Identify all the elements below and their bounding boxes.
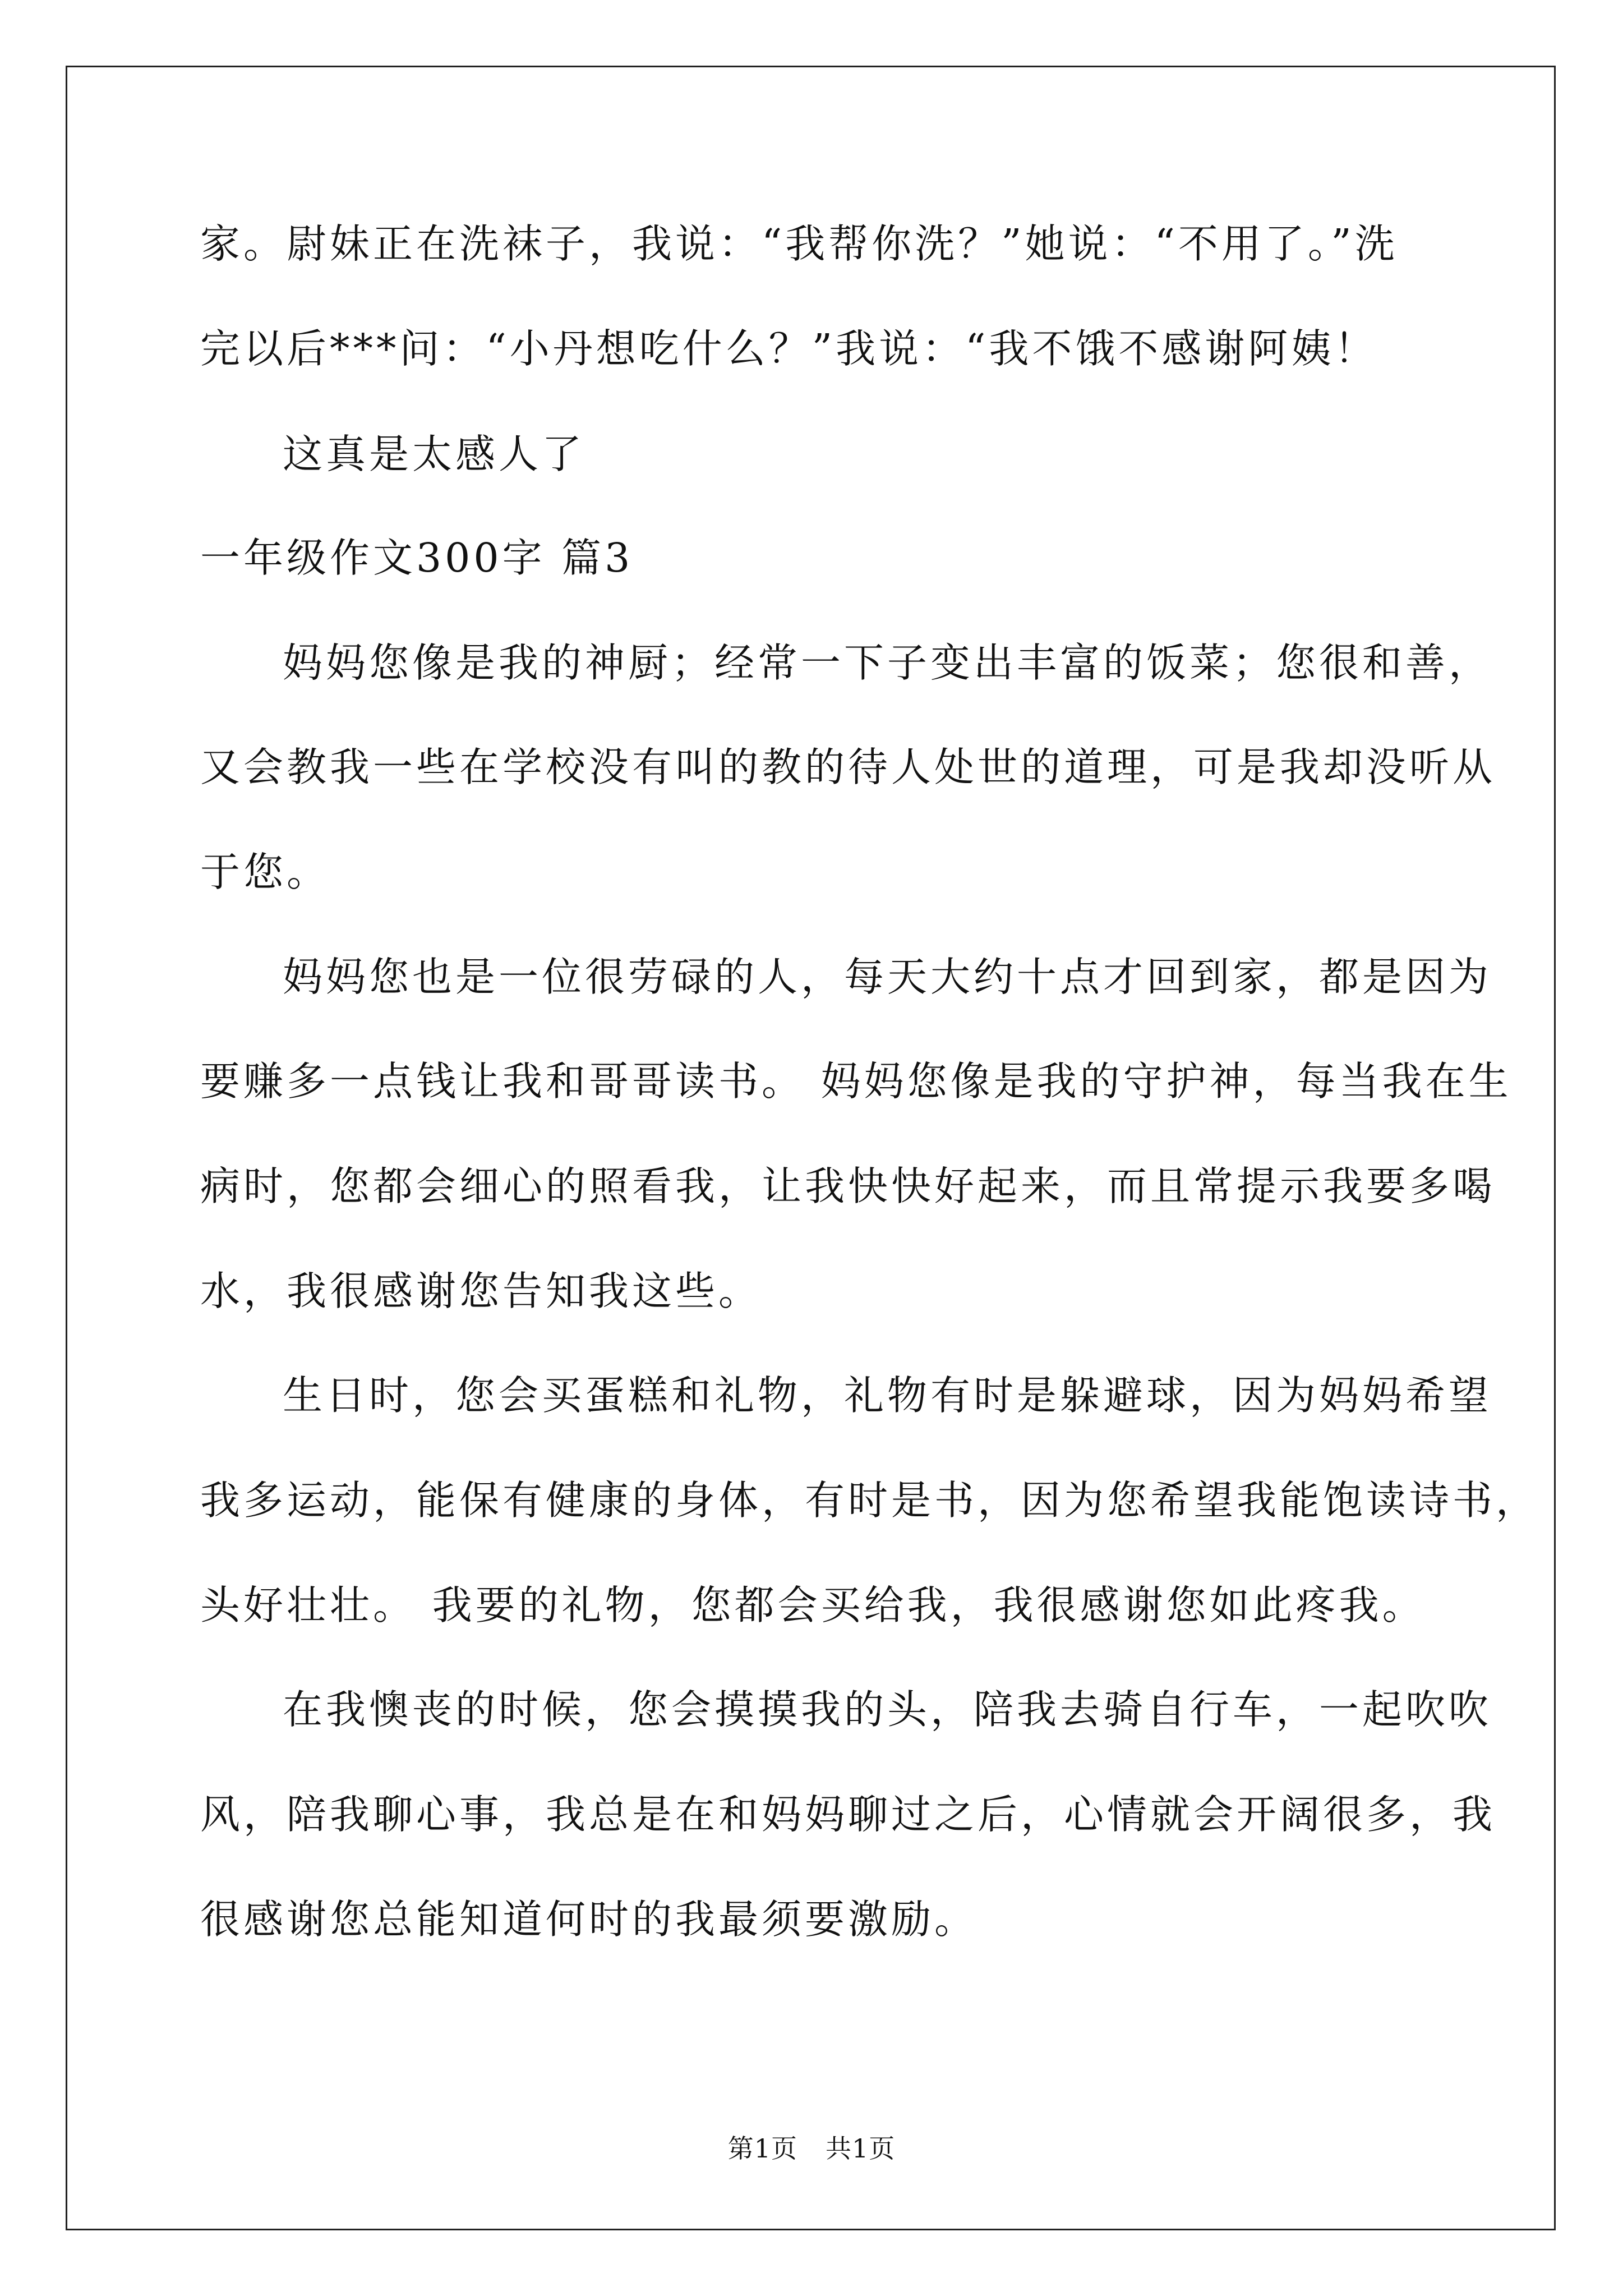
- text-line: 风，陪我聊心事，我总是在和妈妈聊过之后，心情就会开阔很多，我: [200, 1791, 1496, 1838]
- text-line: 我多运动，能保有健康的身体，有时是书，因为您希望我能饱读诗书，: [200, 1477, 1539, 1524]
- text-line: 妈妈您也是一位很劳碌的人，每天大约十点才回到家，都是因为: [283, 954, 1492, 1000]
- text-line: 生日时，您会买蛋糕和礼物，礼物有时是躲避球，因为妈妈希望: [283, 1372, 1492, 1419]
- text-line: 完以后***问：“小丹想吃什么？”我说：“我不饿不感谢阿姨！: [200, 325, 1378, 372]
- text-line: 头好壮壮。 我要的礼物，您都会买给我，我很感谢您如此疼我。: [200, 1582, 1426, 1628]
- text-line: 很感谢您总能知道何时的我最须要激励。: [200, 1896, 978, 1943]
- text-line: 又会教我一些在学校没有叫的教的待人处世的道理，可是我却没听从: [200, 744, 1496, 790]
- text-line: 妈妈您像是我的神厨；经常一下子变出丰富的饭菜；您很和善，: [283, 639, 1492, 686]
- text-line: 这真是太感人了: [283, 431, 585, 477]
- text-line: 家。尉妹正在洗袜子，我说：“我帮你洗？”她说：“不用了。”洗: [200, 220, 1398, 267]
- page-total: 共1页: [826, 2133, 896, 2164]
- text-line: 要赚多一点钱让我和哥哥读书。 妈妈您像是我的守护神，每当我在生: [200, 1058, 1512, 1105]
- page-footer: [0, 2132, 1623, 2165]
- text-line: 病时，您都会细心的照看我，让我快快好起来，而且常提示我要多喝: [200, 1163, 1496, 1209]
- text-line: 在我懊丧的时候，您会摸摸我的头，陪我去骑自行车，一起吹吹: [283, 1686, 1492, 1733]
- page-number: 第1页: [727, 2133, 797, 2164]
- text-line: 于您。: [200, 849, 330, 895]
- section-heading: 一年级作文300字 篇3: [200, 535, 634, 581]
- text-line: 水，我很感谢您告知我这些。: [200, 1268, 762, 1314]
